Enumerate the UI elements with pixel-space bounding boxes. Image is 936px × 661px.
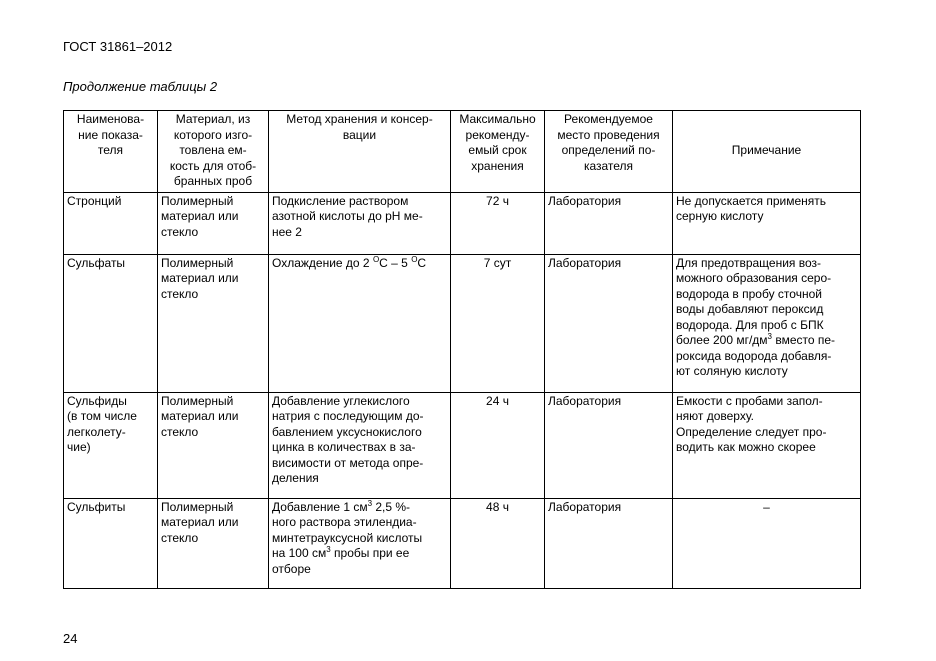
cell-max-storage-time: 48 ч <box>451 498 545 588</box>
header-storage-method: Метод хранения и консер- вации <box>269 111 451 193</box>
cell-indicator-name: Сульфиты <box>64 498 158 588</box>
document-code: ГОСТ 31861–2012 <box>63 39 173 54</box>
cell-container-material: Полимерный материал или стекло <box>158 192 269 254</box>
table-row <box>64 192 861 254</box>
cell-storage-method: Подкисление раствором азотной кислоты до pH ме- нее 2 <box>269 192 451 254</box>
table-row <box>64 498 861 588</box>
cell-storage-method: Добавление углекислого натрия с последующим до- бавлением уксуснокислого цинка в количествах в за- висимости от метода опре- деления <box>269 392 451 498</box>
cell-indicator-name: Сульфаты <box>64 254 158 392</box>
cell-storage-method: Добавление 1 $см^3$ 2,5 %- ного раствора этилендиа- минтетрауксусной кислоты на 100 $см^3$ пробы при ее отборе <box>269 498 451 588</box>
header-max-storage-time: Максимально рекоменду- емый срок хранения <box>451 111 545 193</box>
cell-indicator-name: Стронций <box>64 192 158 254</box>
storage-table <box>63 110 861 589</box>
table-row <box>64 392 861 498</box>
cell-note: – <box>673 498 861 588</box>
cell-max-storage-time: 72 ч <box>451 192 545 254</box>
cell-container-material: Полимерный материал или стекло <box>158 498 269 588</box>
cell-max-storage-time: 24 ч <box>451 392 545 498</box>
cell-storage-method: Охлаждение до 2 $^O$C – 5 $^O$C <box>269 254 451 392</box>
header-analysis-location: Рекомендуемое место проведения определений по- казателя <box>545 111 673 193</box>
table-row <box>64 254 861 392</box>
cell-note: Для предотвращения воз- можного образования серо- водорода в пробу сточной воды добавляют пероксид водорода. Для проб с БПК более 200 $мг/дм^3$ вместо пе- роксида водорода добавля- ют соляную кислоту <box>673 254 861 392</box>
table-header-row <box>64 111 861 193</box>
header-container-material: Материал, из которого изго- товлена ем- кость для отоб- бранных проб <box>158 111 269 193</box>
cell-indicator-name: Сульфиды (в том числе легколету- чие) <box>64 392 158 498</box>
cell-analysis-location: Лаборатория <box>545 192 673 254</box>
cell-analysis-location: Лаборатория <box>545 392 673 498</box>
cell-container-material: Полимерный материал или стекло <box>158 392 269 498</box>
cell-analysis-location: Лаборатория <box>545 498 673 588</box>
cell-note: Емкости с пробами запол- няют доверху. Определение следует про- водить как можно скорее <box>673 392 861 498</box>
table-caption: Продолжение таблицы 2 <box>63 79 218 94</box>
cell-note: Не допускается применять серную кислоту <box>673 192 861 254</box>
header-indicator-name: Наименова- ние показа- теля <box>64 111 158 193</box>
page-number: 24 <box>63 631 78 646</box>
cell-max-storage-time: 7 сут <box>451 254 545 392</box>
cell-analysis-location: Лаборатория <box>545 254 673 392</box>
cell-container-material: Полимерный материал или стекло <box>158 254 269 392</box>
header-note: Примечание <box>673 111 861 193</box>
